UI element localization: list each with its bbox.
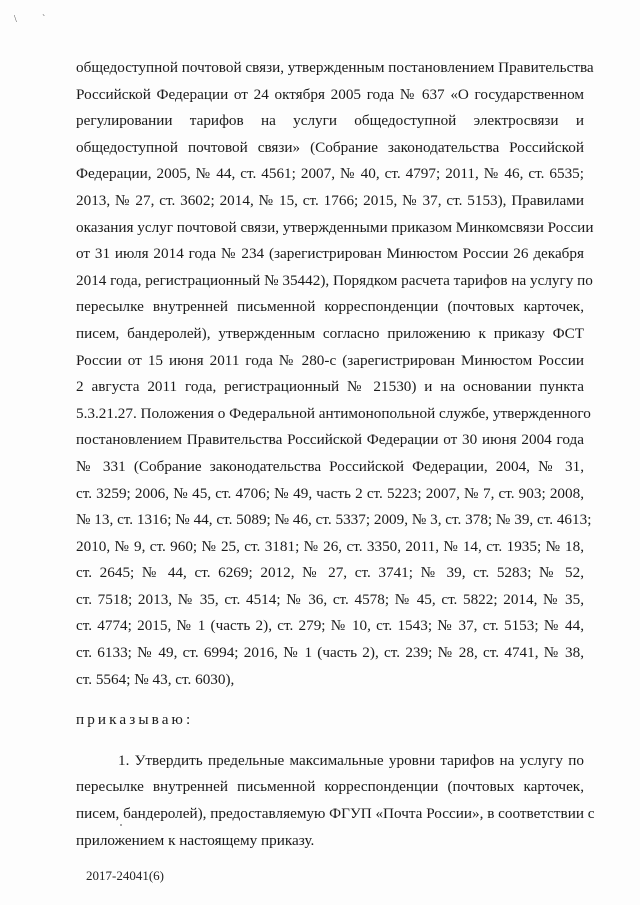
text-line: 2013, № 27, ст. 3602; 2014, № 15, ст. 1766; 2015, № 37, ст. 5153), Правилами: [76, 191, 584, 209]
text-line: писем, бандеролей), утвержденным согласно приложению к приказу ФСТ: [76, 324, 584, 342]
text-line: 5.3.21.27. Положения о Федеральной антимонопольной службе, утвержденного: [76, 404, 591, 422]
document-body: [76, 55, 595, 854]
text-line: ст. 3259; 2006, № 45, ст. 4706; № 49, часть 2 ст. 5223; 2007, № 7, ст. 903; 2008,: [76, 484, 584, 502]
document-id: 2017-24041(6): [86, 868, 164, 883]
text-line: приложением к настоящему приказу.: [76, 831, 315, 849]
text-line: ст. 2645; № 44, ст. 6269; 2012, № 27, ст. 3741; № 39, ст. 5283; № 52,: [76, 564, 584, 582]
text-line: 1. Утвердить предельные максимальные уровни тарифов на услугу по: [118, 751, 584, 769]
order-item-1: [76, 748, 595, 854]
text-line: Федерации, 2005, № 44, ст. 4561; 2007, № 40, ст. 4797; 2011, № 46, ст. 6535;: [76, 165, 584, 183]
order-word: приказываю:: [76, 711, 194, 729]
scan-artifact: `: [42, 14, 46, 25]
text-line: общедоступной почтовой связи» (Собрание законодательства Российской: [76, 138, 584, 156]
text-line: 2014 года, регистрационный № 35442), Порядком расчета тарифов на услугу по: [76, 271, 593, 289]
text-line: 2 августа 2011 года, регистрационный № 21530) и на основании пункта: [76, 378, 584, 396]
paragraph-gap: [76, 693, 584, 707]
text-line: пересылке внутренней письменной корреспонденции (почтовых карточек,: [76, 778, 584, 796]
text-line: регулировании тарифов на услуги общедоступной электросвязи и: [76, 112, 584, 130]
text-line: России от 15 июня 2011 года № 280-с (зарегистрирован Минюстом России: [76, 351, 584, 369]
text-line: № 13, ст. 1316; № 44, ст. 5089; № 46, ст. 5337; 2009, № 3, ст. 378; № 39, ст. 4613;: [76, 511, 592, 529]
text-line: общедоступной почтовой связи, утвержденным постановлением Правительства: [76, 59, 594, 76]
text-line: Российской Федерации от 24 октября 2005 года № 637 «О государственном: [76, 85, 584, 103]
paragraph-gap: [76, 734, 584, 748]
text-line: ст. 4774; 2015, № 1 (часть 2), ст. 279; № 10, ст. 1543; № 37, ст. 5153; № 44,: [76, 617, 584, 635]
text-line: ст. 6133; № 49, ст. 6994; 2016, № 1 (часть 2), ст. 239; № 28, ст. 4741, № 38,: [76, 644, 584, 662]
text-line: № 331 (Собрание законодательства Российской Федерации, 2004, № 31,: [76, 457, 584, 475]
scan-speck: [120, 824, 122, 826]
text-line: пересылке внутренней письменной корреспонденции (почтовых карточек,: [76, 298, 584, 316]
text-line: оказания услуг почтовой связи, утвержденными приказом Минкомсвязи России: [76, 218, 594, 236]
paragraph-main: [76, 55, 594, 693]
text-line: писем, бандеролей), предоставляемую ФГУП «Почта России», в соответствии с: [76, 805, 595, 823]
text-line: ст. 5564; № 43, ст. 6030),: [76, 670, 235, 688]
scan-artifact: \: [14, 14, 17, 25]
text-line: ст. 7518; 2013, № 35, ст. 4514; № 36, ст. 4578; № 45, ст. 5822; 2014, № 35,: [76, 590, 584, 608]
text-line: постановлением Правительства Российской Федерации от 30 июня 2004 года: [76, 431, 584, 449]
text-line: от 31 июля 2014 года № 234 (зарегистрирован Минюстом России 26 декабря: [76, 245, 584, 263]
text-line: 2010, № 9, ст. 960; № 25, ст. 3181; № 26, ст. 3350, 2011, № 14, ст. 1935; № 18,: [76, 537, 584, 555]
